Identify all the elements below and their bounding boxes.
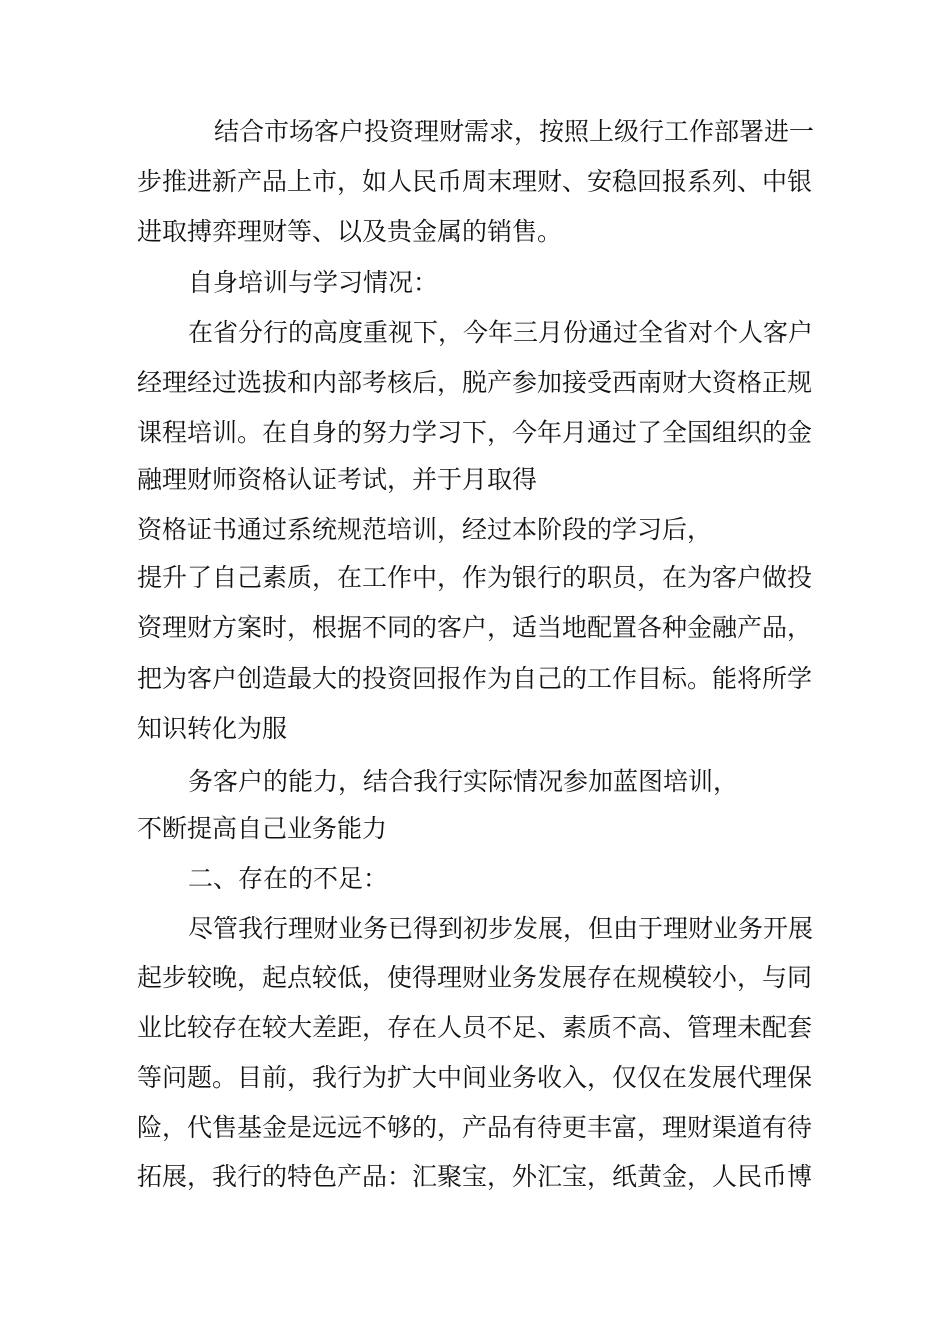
text-line: 融理财师资格认证考试，并于月取得 <box>137 465 538 494</box>
text-line: 业比较存在较大差距，存在人员不足、素质不高、管理未配套 <box>137 1013 813 1042</box>
text-line: 起步较晚，起点较低，使得理财业务发展存在规模较小，与同 <box>137 963 813 992</box>
text-line: 资格证书通过系统规范培训，经过本阶段的学习后， <box>137 515 713 544</box>
text-line: 步推进新产品上市，如人民币周末理财、安稳回报系列、中银 <box>137 167 813 196</box>
section-heading: 二、存在的不足： <box>188 864 389 893</box>
text-line: 拓展，我行的特色产品：汇聚宝，外汇宝，纸黄金，人民币博 <box>137 1162 813 1191</box>
text-line: 经理经过选拔和内部考核后，脱产参加接受西南财大资格正规 <box>137 368 813 397</box>
text-line: 课程培训。在自身的努力学习下，今年月通过了全国组织的金 <box>137 418 813 447</box>
text-line: 进取搏弈理财等、以及贵金属的销售。 <box>137 217 563 246</box>
section-heading: 自身培训与学习情况： <box>188 268 439 297</box>
text-line: 资理财方案时，根据不同的客户，适当地配置各种金融产品， <box>137 613 813 642</box>
text-line: 务客户的能力，结合我行实际情况参加蓝图培训， <box>188 767 739 796</box>
text-line: 知识转化为服 <box>137 714 288 743</box>
text-line: 提升了自己素质，在工作中，作为银行的职员，在为客户做投 <box>137 563 813 592</box>
text-line: 结合市场客户投资理财需求，按照上级行工作部署进一 <box>214 117 815 146</box>
text-line: 等问题。目前，我行为扩大中间业务收入，仅仅在发展代理保 <box>137 1063 813 1092</box>
text-line: 险，代售基金是远远不够的，产品有待更丰富，理财渠道有待 <box>137 1113 813 1142</box>
text-line: 尽管我行理财业务已得到初步发展，但由于理财业务开展 <box>188 914 814 943</box>
text-line: 在省分行的高度重视下，今年三月份通过全省对个人客户 <box>188 318 814 347</box>
text-line: 不断提高自己业务能力 <box>137 814 388 843</box>
text-line: 把为客户创造最大的投资回报作为自己的工作目标。能将所学 <box>137 664 813 693</box>
